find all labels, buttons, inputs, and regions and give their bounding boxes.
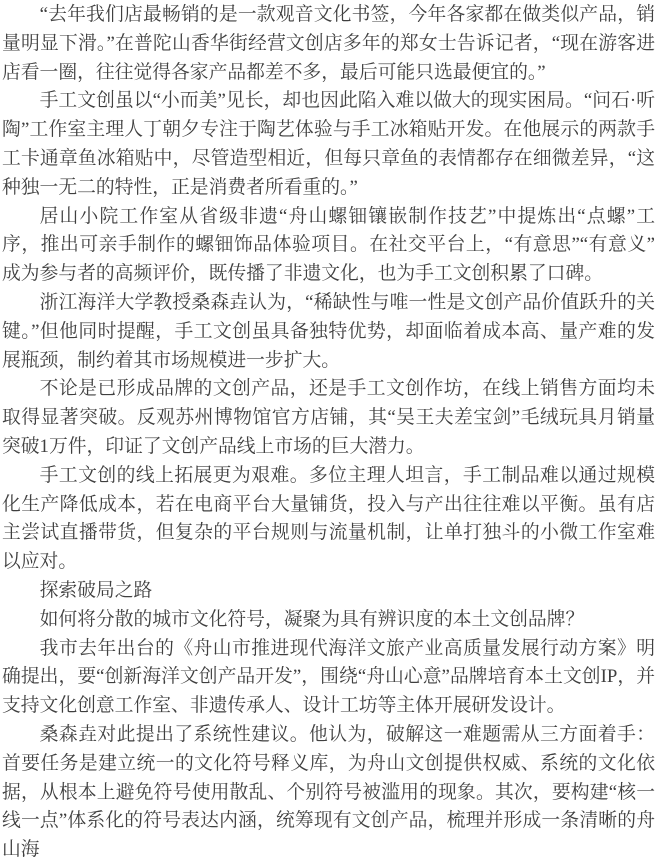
paragraph-online-difficulty: 手工文创的线上拓展更为艰难。多位主理人坦言，手工制品难以通过规模化生产降低成本，若在电商平台大量铺货，投入与产出往往难以平衡。虽有店主尝试直播带货，但复杂的平台规则与流量机制，让单打独斗的小微工作室难以应对。 xyxy=(2,464,655,573)
section-heading: 探索破局之路 xyxy=(39,579,153,601)
paragraph-online-sales: 不论是已形成品牌的文创产品，还是手工文创作坊，在线上销售方面均未取得显著突破。反观苏州博物馆官方店铺，其“吴王夫差宝剑”毛绒玩具月销量突破1万件，印证了文创产品线上市场的巨大潜力。 xyxy=(2,378,655,457)
paragraph-quote-shopkeeper: “去年我们店最畅销的是一款观音文化书签，今年各家都在做类似产品，销量明显下滑。”在普陀山香华街经营文创店多年的郑女士告诉记者，“现在游客进店看一圈，往往觉得各家产品都差不多，最后可能只选最便宜的。” xyxy=(2,4,655,83)
paragraph-handmade-dilemma: 手工文创虽以“小而美”见长，却也因此陷入难以做大的现实困局。“问石·听陶”工作室主理人丁朝夕专注于陶艺体验与手工冰箱贴开发。在他展示的两款手工卡通章鱼冰箱贴中，尽管造型相近，但每只章鱼的表情都存在细微差异，“这种独一无二的特性，正是消费者所看重的。” xyxy=(2,90,655,198)
paragraph-luodian-workshop: 居山小院工作室从省级非遗“舟山螺钿镶嵌制作技艺”中提炼出“点螺”工序，推出可亲手制作的螺钿饰品体验项目。在社交平台上，“有意思”“有意义”成为参与者的高频评价，既传播了非遗文化，也为手工文创积累了口碑。 xyxy=(2,205,655,285)
paragraph-systematic-advice: 桑森垚对此提出了系统性建议。他认为，破解这一难题需从三方面着手：首要任务是建立统一的文化符号释义库，为舟山文创提供权威、系统的文化依据，从根本上避免符号使用散乱、个别符号被滥用的现象。其次，要构建“核一线一点”体系化的符号表达内涵，统筹现有文创产品，梳理并形成一条清晰的舟山海 xyxy=(2,723,655,861)
paragraph-policy-plan: 我市去年出台的《舟山市推进现代海洋文旅产业高质量发展行动方案》明确提出，要“创新海洋文创产品开发”，围绕“舟山心意”品牌培育本土文创IP，并支持文化创意工作室、非遗传承人、设计工坊等主体开展研发设计。 xyxy=(2,637,655,717)
paragraph-professor-view: 浙江海洋大学教授桑森垚认为，“稀缺性与唯一性是文创产品价值跃升的关键。”但他同时提醒，手工文创虽具备独特优势，却面临着成本高、量产难的发展瓶颈，制约着其市场规模进一步扩大。 xyxy=(2,291,655,371)
paragraph-question: 如何将分散的城市文化符号，凝聚为具有辨识度的本土文创品牌？ xyxy=(39,608,585,630)
